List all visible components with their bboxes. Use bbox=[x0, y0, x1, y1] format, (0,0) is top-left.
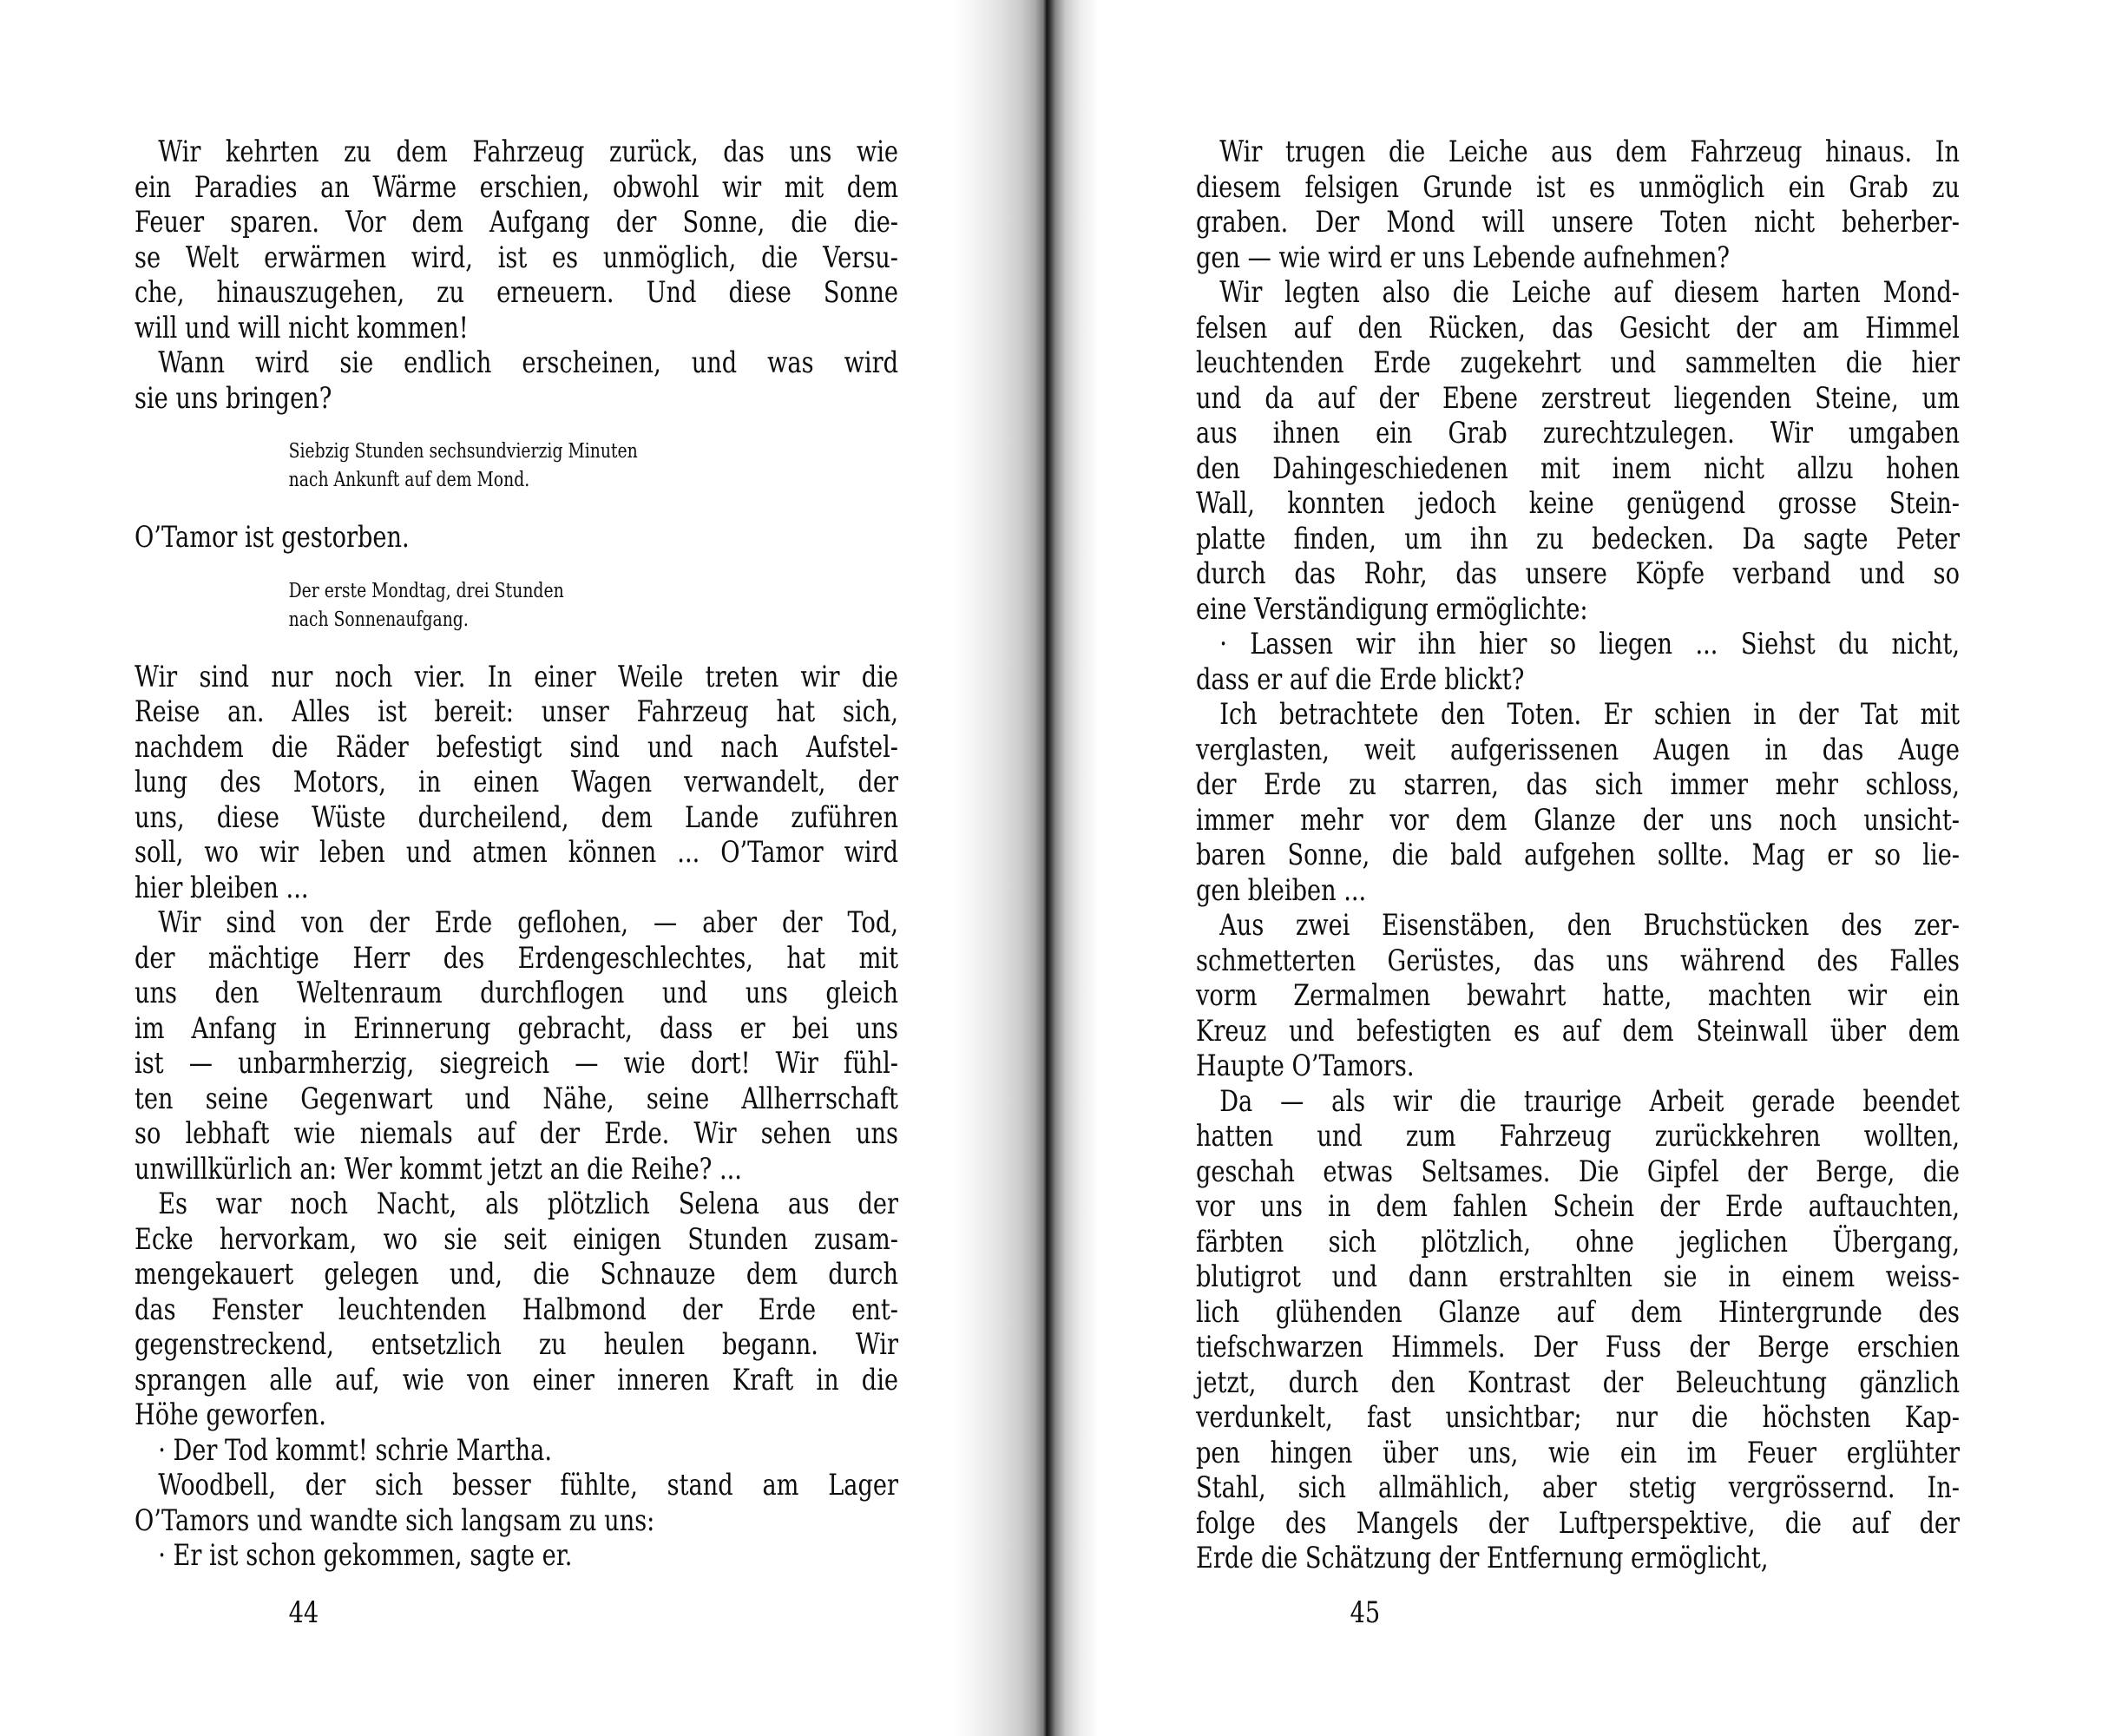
text-line: Wall, konnten jedoch keine genügend grosse Stein- bbox=[1196, 486, 1960, 521]
page-number: 45 bbox=[1350, 1595, 1381, 1630]
text-line: nachdem die Räder befestigt sind und nach Aufstel- bbox=[135, 729, 898, 765]
text-line: pen hingen über uns, wie ein im Feuer erglühter bbox=[1196, 1435, 1960, 1470]
text-line: tiefschwarzen Himmels. Der Fuss der Berge erschien bbox=[1196, 1330, 1960, 1364]
text-line: unwillkürlich an: Wer kommt jetzt an die Reihe? ... bbox=[135, 1151, 742, 1187]
text-line: Reise an. Alles ist bereit: unser Fahrzeug hat sich, bbox=[135, 694, 898, 729]
text-line: Höhe geworfen. bbox=[135, 1397, 326, 1432]
text-line: durch das Rohr, das unsere Köpfe verband und so bbox=[1196, 556, 1960, 591]
text-line: jetzt, durch den Kontrast der Beleuchtung gänzlich bbox=[1196, 1364, 1960, 1400]
text-line: ein Paradies an Wärme erschien, obwohl wir mit dem bbox=[135, 169, 898, 205]
text-column bbox=[1196, 135, 1960, 1576]
text-line: felsen auf den Rücken, das Gesicht der am Himmel bbox=[1196, 310, 1960, 345]
text-line: das Fenster leuchtenden Halbmond der Erde ent- bbox=[135, 1292, 898, 1327]
text-line: lich glühenden Glanze auf dem Hintergrunde des bbox=[1196, 1294, 1960, 1330]
paragraph bbox=[1196, 908, 1960, 1084]
spine-gutter-shadow bbox=[953, 0, 1105, 1736]
text-line: Kreuz und befestigten es auf dem Steinwall über dem bbox=[1196, 1013, 1960, 1049]
text-line: ist — unbarmherzig, siegreich — wie dort! Wir fühl- bbox=[135, 1046, 898, 1081]
text-line: der Erde zu starren, das sich immer mehr schloss, bbox=[1196, 767, 1960, 802]
text-line: · Der Tod kommt! schrie Martha. bbox=[158, 1432, 552, 1468]
text-line: Haupte O’Tamors. bbox=[1196, 1049, 1415, 1083]
text-line: Wir sind nur noch vier. In einer Weile treten wir die bbox=[135, 659, 898, 694]
text-line: färbten sich plötzlich, ohne jeglichen Übergang, bbox=[1196, 1224, 1960, 1259]
text-line: O’Tamors und wandte sich langsam zu uns: bbox=[135, 1503, 655, 1538]
text-line: Wann wird sie endlich erscheinen, und was wird bbox=[158, 345, 898, 380]
text-line: diesem felsigen Grunde ist es unmöglich ein Grab zu bbox=[1196, 169, 1960, 205]
text-line: der mächtige Herr des Erdengeschlechtes, hat mit bbox=[135, 940, 898, 976]
text-line: vorm Zermalmen bewahrt hatte, machten wir ein bbox=[1196, 978, 1960, 1013]
paragraph bbox=[1196, 627, 1960, 697]
text-line: baren Sonne, die bald aufgehen sollte. Mag er so lie- bbox=[1196, 838, 1960, 872]
text-line: uns, diese Wüste durcheilend, dem Lande zuführen bbox=[135, 799, 898, 835]
text-line: gegenstreckend, entsetzlich zu heulen begann. Wir bbox=[135, 1327, 898, 1362]
text-line: hier bleiben ... bbox=[135, 870, 309, 905]
text-line: · Er ist schon gekommen, sagte er. bbox=[158, 1538, 573, 1573]
text-line: geschah etwas Seltsames. Die Gipfel der Berge, die bbox=[1196, 1154, 1960, 1189]
text-line: Wir kehrten zu dem Fahrzeug zurück, das uns wie bbox=[158, 135, 898, 169]
text-line: so lebhaft wie niemals auf der Erde. Wir sehen uns bbox=[135, 1116, 898, 1151]
text-line: aus ihnen ein Grab zurechtzulegen. Wir umgaben bbox=[1196, 416, 1960, 450]
text-line: Ecke hervorkam, wo sie seit einigen Stunden zusam- bbox=[135, 1221, 898, 1257]
text-line: platte finden, um ihn zu bedecken. Da sagte Peter bbox=[1196, 521, 1960, 556]
text-line: graben. Der Mond will unsere Toten nicht beherber- bbox=[1196, 205, 1960, 240]
text-line: Wir sind von der Erde geflohen, — aber der Tod, bbox=[158, 905, 898, 940]
page-number: 44 bbox=[288, 1595, 319, 1630]
text-line: im Anfang in Erinnerung gebracht, dass er bei uns bbox=[135, 1010, 898, 1046]
text-line: vor uns in dem fahlen Schein der Erde auftauchten, bbox=[1196, 1189, 1960, 1224]
text-line: Aus zwei Eisenstäben, den Bruchstücken des zer- bbox=[1219, 908, 1960, 943]
text-line: se Welt erwärmen wird, ist es unmöglich, die Versu- bbox=[135, 240, 898, 275]
text-line: Es war noch Nacht, als plötzlich Selena aus der bbox=[158, 1187, 898, 1221]
text-line: Siebzig Stunden sechsundvierzig Minuten bbox=[288, 438, 638, 463]
paragraph bbox=[1196, 135, 1960, 275]
text-line: sprangen alle auf, wie von einer inneren Kraft in die bbox=[135, 1362, 898, 1397]
text-line: sie uns bringen? bbox=[135, 380, 332, 416]
text-line: Stahl, sich allmählich, aber stetig vergrössernd. In- bbox=[1196, 1470, 1960, 1505]
paragraph bbox=[1196, 275, 1960, 627]
text-line: gen bleiben ... bbox=[1196, 872, 1367, 908]
text-line: verglasten, weit aufgerissenen Augen in das Auge bbox=[1196, 732, 1960, 767]
text-line: Ich betrachtete den Toten. Er schien in der Tat mit bbox=[1219, 697, 1960, 732]
text-line: leuchtenden Erde zugekehrt und sammelten die hier bbox=[1196, 345, 1960, 380]
text-line: nach Ankunft auf dem Mond. bbox=[288, 467, 530, 491]
text-line: Der erste Mondtag, drei Stunden bbox=[288, 577, 564, 602]
text-line: Erde die Schätzung der Entfernung ermöglicht, bbox=[1196, 1541, 1769, 1575]
text-line: schmetterten Gerüstes, das uns während des Falles bbox=[1196, 943, 1960, 978]
text-line: will und will nicht kommen! bbox=[135, 310, 469, 345]
text-line: Wir legten also die Leiche auf diesem harten Mond- bbox=[1219, 275, 1960, 310]
text-line: Wir trugen die Leiche aus dem Fahrzeug hinaus. In bbox=[1219, 135, 1960, 169]
text-line: mengekauert gelegen und, die Schnauze dem durch bbox=[135, 1257, 898, 1292]
text-line: soll, wo wir leben und atmen können ... O’Tamor wird bbox=[135, 835, 898, 870]
text-line: ten seine Gegenwart und Nähe, seine Allherrschaft bbox=[135, 1081, 898, 1116]
text-line: Da — als wir die traurige Arbeit gerade beendet bbox=[1219, 1083, 1960, 1119]
text-line: hatten und zum Fahrzeug zurückkehren wollten, bbox=[1196, 1119, 1960, 1154]
text-line: uns den Weltenraum durchflogen und uns gleich bbox=[135, 976, 898, 1010]
text-line: Feuer sparen. Vor dem Aufgang der Sonne, die die- bbox=[135, 205, 898, 240]
text-line: den Dahingeschiedenen mit inem nicht allzu hohen bbox=[1196, 450, 1960, 486]
text-line: gen — wie wird er uns Lebende aufnehmen? bbox=[1196, 240, 1730, 275]
text-line: · Lassen wir ihn hier so liegen ... Siehst du nicht, bbox=[1219, 627, 1960, 661]
text-line: immer mehr vor dem Glanze der uns noch unsicht- bbox=[1196, 802, 1960, 838]
text-line: O’Tamor ist gestorben. bbox=[135, 520, 410, 555]
paragraph bbox=[1196, 1084, 1960, 1576]
text-line: nach Sonnenaufgang. bbox=[288, 606, 469, 631]
text-line: verdunkelt, fast unsichtbar; nur die höchsten Kap- bbox=[1196, 1400, 1960, 1435]
text-line: und da auf der Ebene zerstreut liegenden Steine, um bbox=[1196, 380, 1960, 416]
text-line: eine Verständigung ermöglichte: bbox=[1196, 591, 1588, 627]
text-line: dass er auf die Erde blickt? bbox=[1196, 661, 1525, 697]
text-line: che, hinauszugehen, zu erneuern. Und diese Sonne bbox=[135, 275, 898, 310]
text-line: blutigrot und dann erstrahlten sie in einem weiss- bbox=[1196, 1259, 1960, 1294]
text-line: Woodbell, der sich besser fühlte, stand am Lager bbox=[158, 1468, 898, 1503]
text-line: folge des Mangels der Luftperspektive, die auf der bbox=[1196, 1505, 1960, 1541]
paragraph bbox=[1196, 697, 1960, 908]
text-line: lung des Motors, in einen Wagen verwandelt, der bbox=[135, 765, 898, 799]
